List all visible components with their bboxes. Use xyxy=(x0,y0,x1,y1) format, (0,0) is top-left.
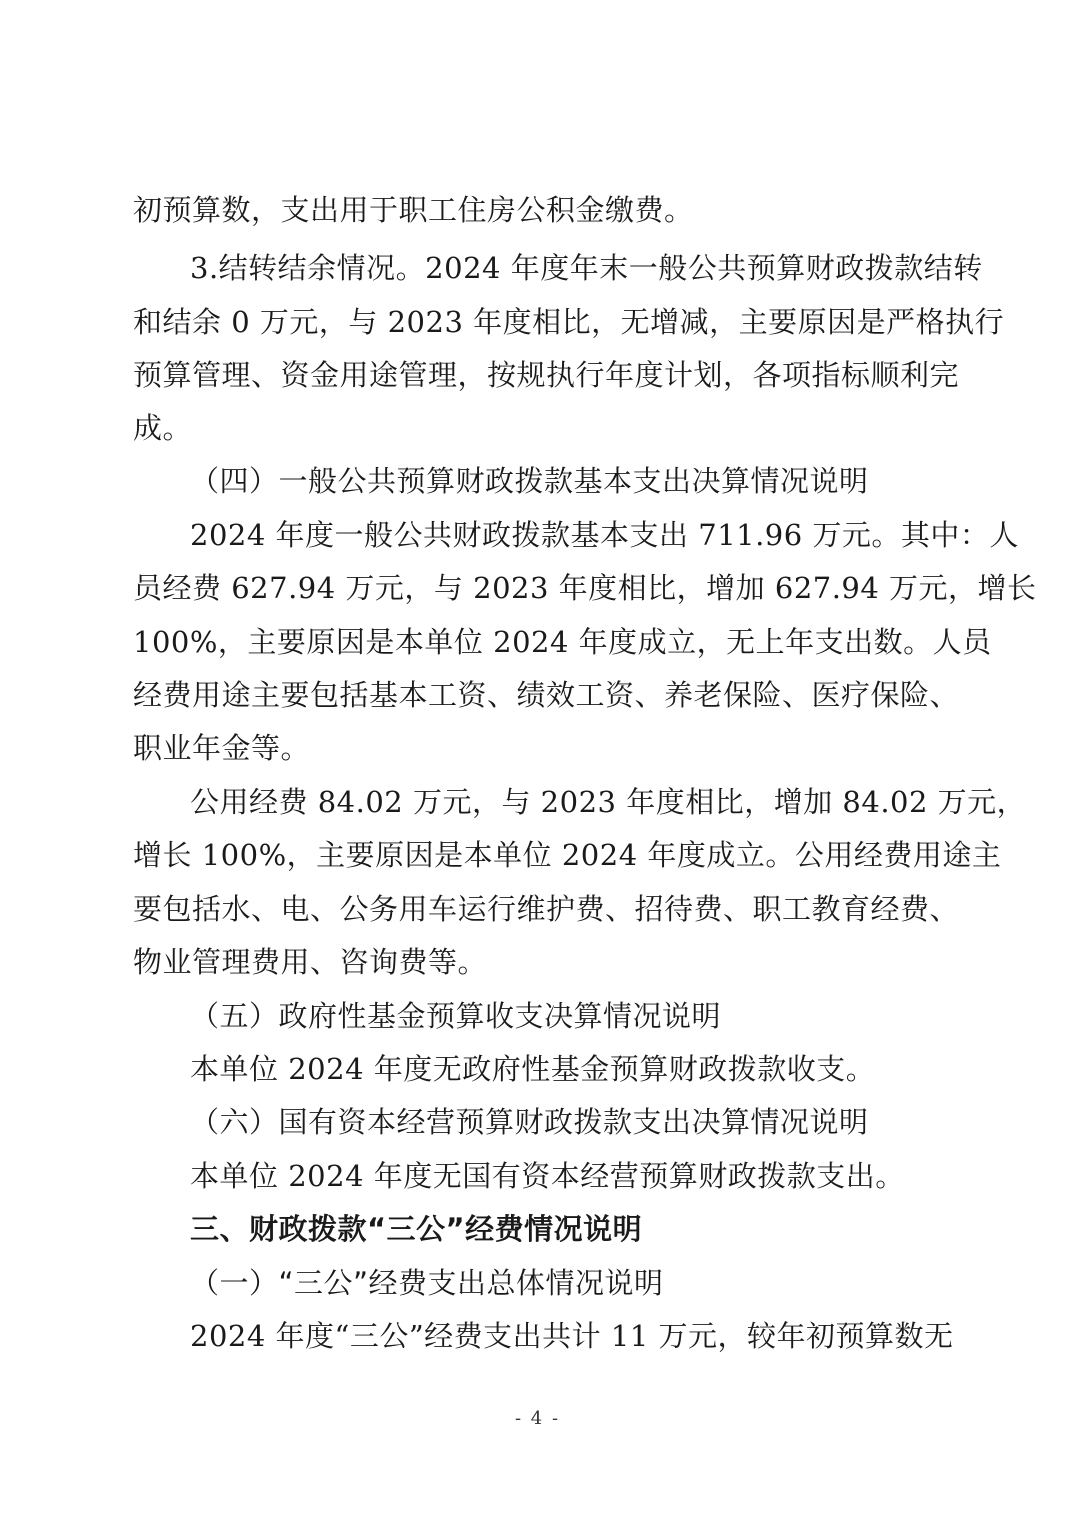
paragraph-line: 物业管理费用、咨询费等。 xyxy=(133,945,488,979)
paragraph-line: 预算管理、资金用途管理，按规执行年度计划，各项指标顺利完 xyxy=(133,358,960,392)
paragraph-line: 员经费 627.94 万元，与 2023 年度相比，增加 627.94 万元，增长 xyxy=(133,571,1037,605)
paragraph-line: 和结余 0 万元，与 2023 年度相比，无增减，主要原因是严格执行 xyxy=(133,305,1005,339)
paragraph-line: 2024 年度一般公共财政拨款基本支出 711.96 万元。其中：人 xyxy=(190,518,1019,552)
section-heading: 三、财政拨款“三公”经费情况说明 xyxy=(190,1212,643,1246)
paragraph-line: 3.结转结余情况。2024 年度年末一般公共预算财政拨款结转 xyxy=(190,251,983,285)
paragraph-line: 2024 年度“三公”经费支出共计 11 万元，较年初预算数无 xyxy=(190,1319,954,1353)
paragraph-line: 成。 xyxy=(133,411,193,445)
page-number: - 4 - xyxy=(514,1408,561,1429)
subsection-heading: （一）“三公”经费支出总体情况说明 xyxy=(190,1266,664,1300)
subsection-heading: （四）一般公共预算财政拨款基本支出决算情况说明 xyxy=(190,464,869,498)
paragraph-line: 经费用途主要包括基本工资、绩效工资、养老保险、医疗保险、 xyxy=(133,678,960,712)
paragraph-line: 公用经费 84.02 万元，与 2023 年度相比，增加 84.02 万元， xyxy=(190,785,1027,819)
subsection-heading: （五）政府性基金预算收支决算情况说明 xyxy=(190,999,722,1033)
paragraph-line: 100%，主要原因是本单位 2024 年度成立，无上年支出数。人员 xyxy=(133,625,992,659)
paragraph-line: 本单位 2024 年度无政府性基金预算财政拨款收支。 xyxy=(190,1052,876,1086)
paragraph-line: 要包括水、电、公务用车运行维护费、招待费、职工教育经费、 xyxy=(133,892,960,926)
paragraph-line: 本单位 2024 年度无国有资本经营预算财政拨款支出。 xyxy=(190,1159,905,1193)
paragraph-line: 初预算数，支出用于职工住房公积金缴费。 xyxy=(133,193,694,227)
paragraph-line: 增长 100%，主要原因是本单位 2024 年度成立。公用经费用途主 xyxy=(133,838,1002,872)
subsection-heading: （六）国有资本经营预算财政拨款支出决算情况说明 xyxy=(190,1105,869,1139)
paragraph-line: 职业年金等。 xyxy=(133,731,311,765)
